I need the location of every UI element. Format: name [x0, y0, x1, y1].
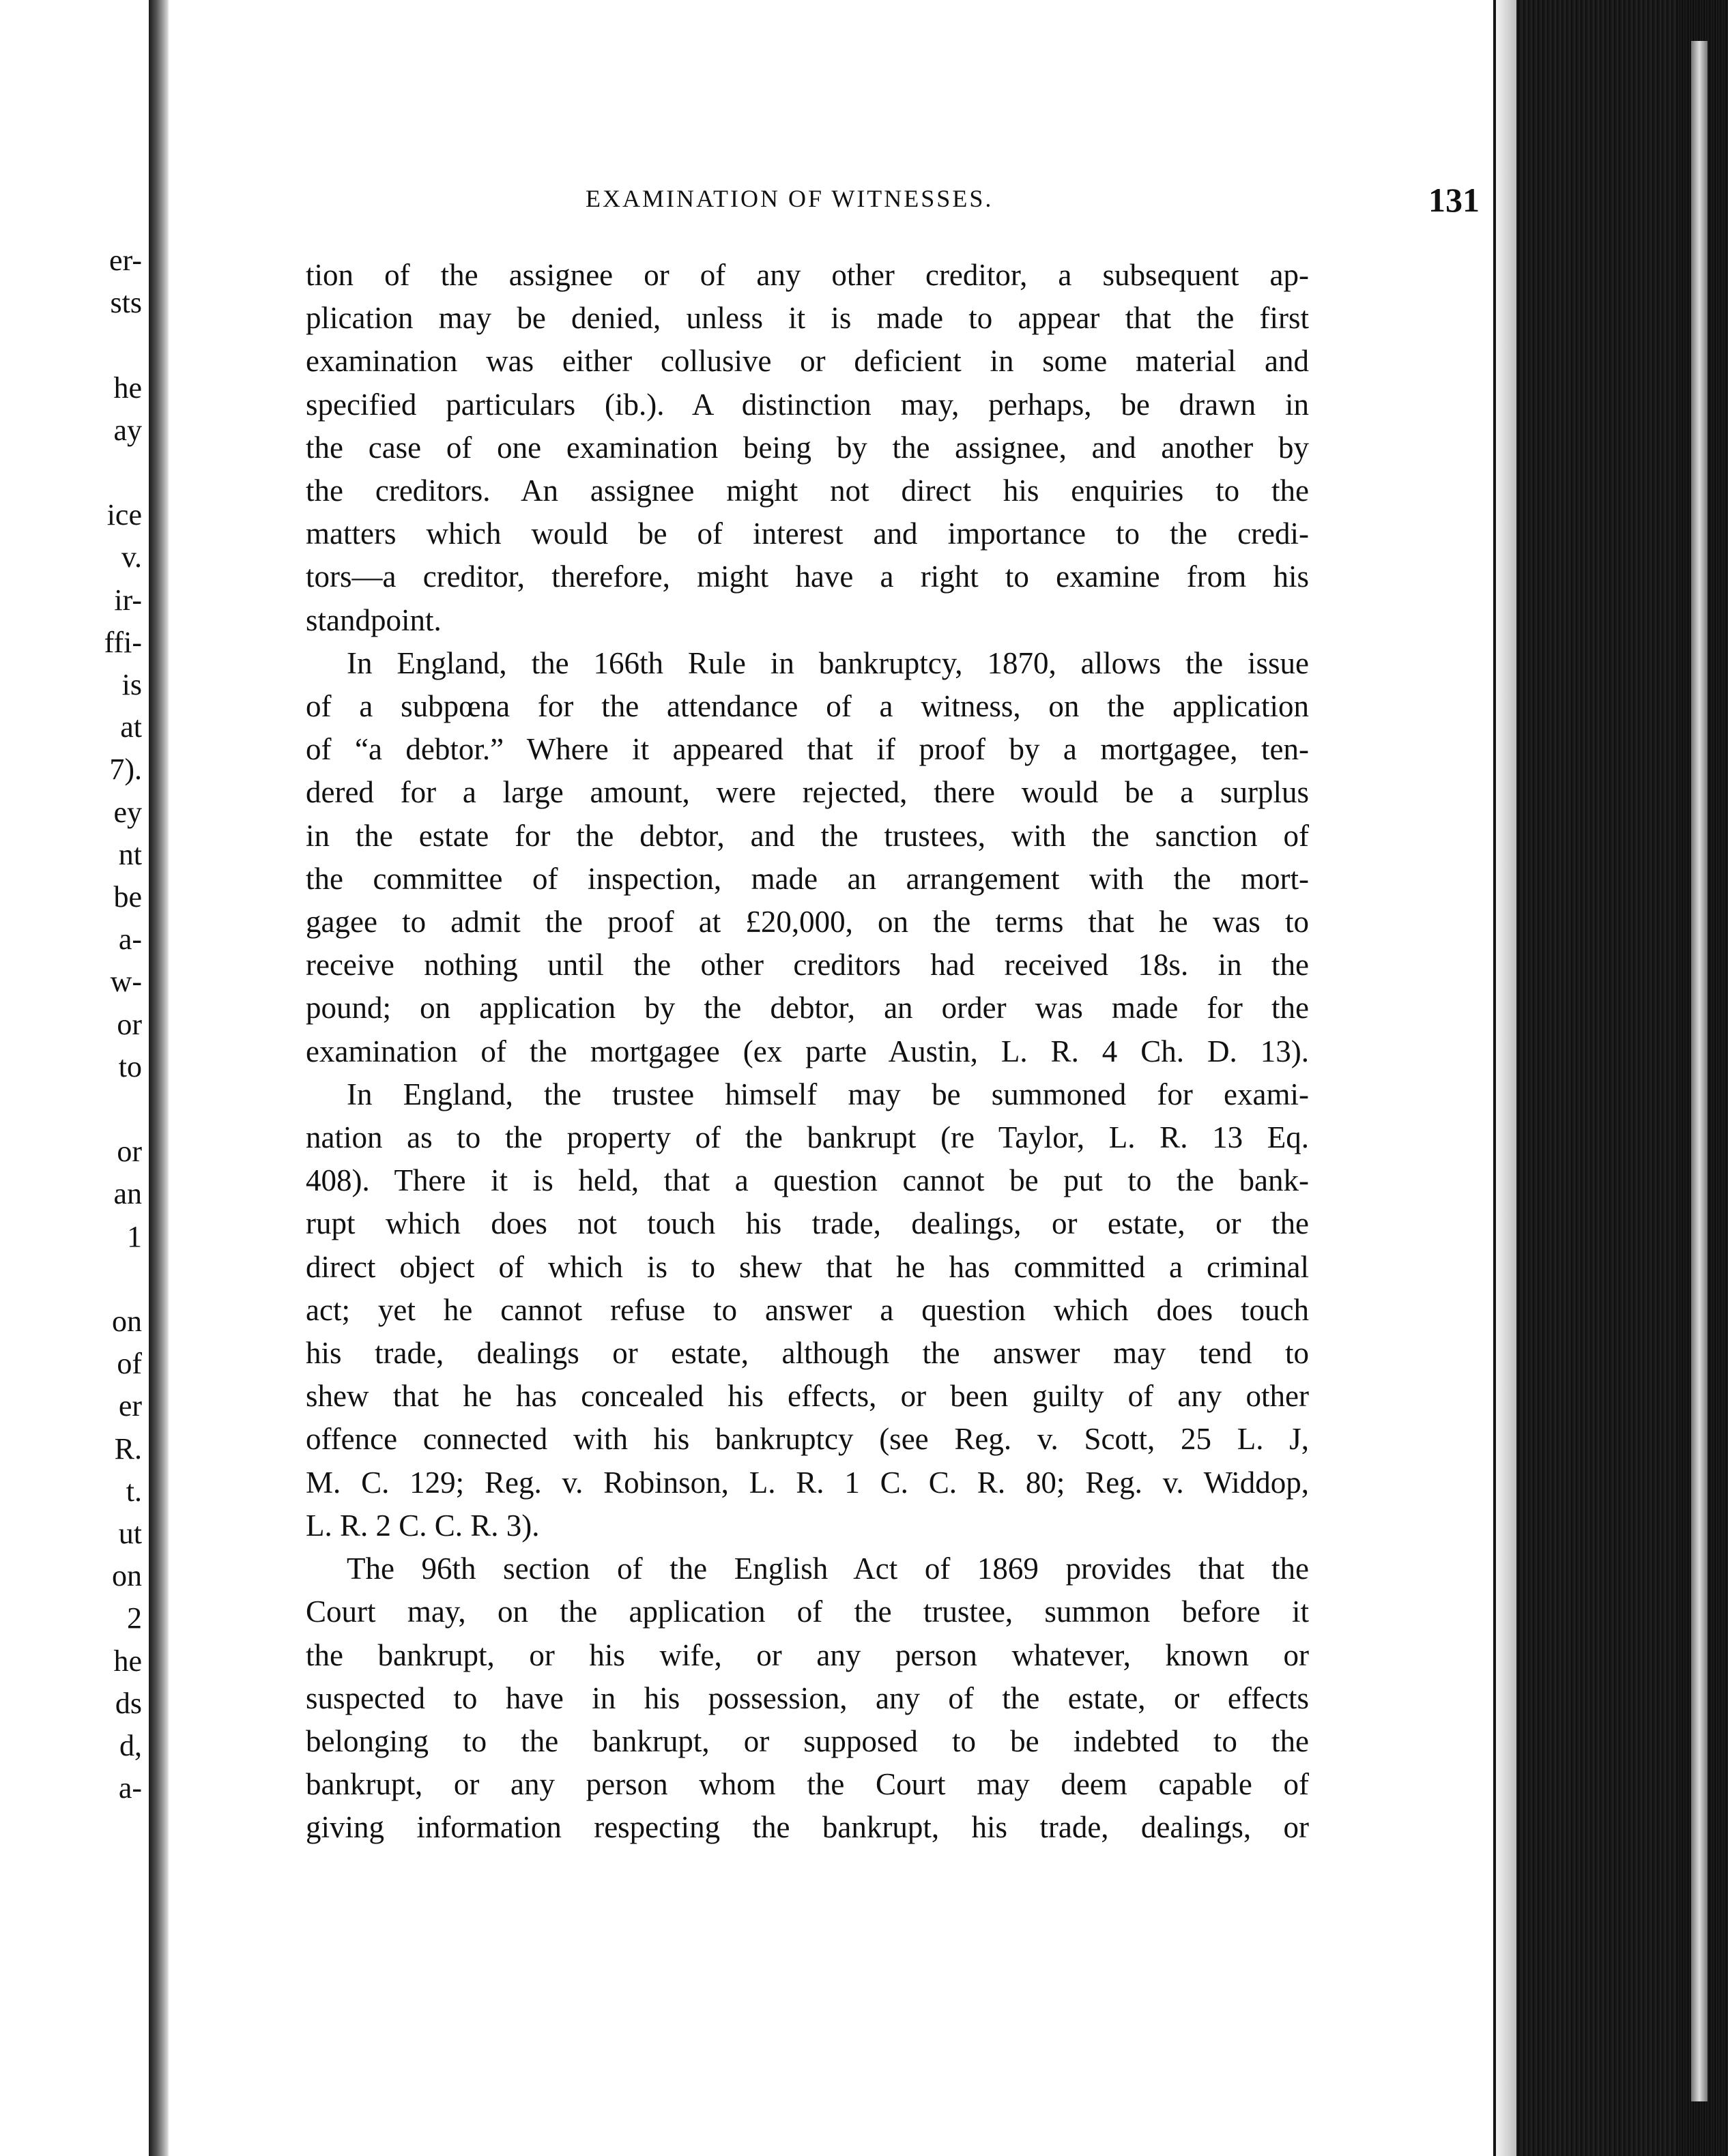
left-page-fragment: ice — [106, 498, 142, 532]
text-line: rupt which does not touch his trade, dealings, or estate, or the — [306, 1206, 1309, 1241]
left-page-fragment: ey — [113, 795, 142, 829]
text-line: shew that he has concealed his effects, or been guilty of any other — [306, 1379, 1309, 1414]
text-line: of “a debtor.” Where it appeared that if proof by a mortgagee, ten- — [306, 732, 1309, 767]
text-line: specified particulars (ib.). A distinction may, perhaps, be drawn in — [306, 387, 1309, 422]
left-page-fragment: is — [121, 668, 142, 701]
left-page-fragment: 2 — [127, 1601, 142, 1635]
text-line: examination of the mortgagee (ex parte Austin, L. R. 4 Ch. D. 13). — [306, 1034, 1309, 1068]
page-edge-strip — [1496, 0, 1516, 2156]
running-head-title: EXAMINATION OF WITNESSES. — [586, 185, 994, 212]
text-line: L. R. 2 C. C. R. 3). — [306, 1508, 540, 1543]
left-facing-page — [0, 7, 152, 2115]
text-line: suspected to have in his possession, any of the estate, or effects — [306, 1680, 1309, 1715]
left-page-fragment: ffi- — [104, 625, 142, 659]
text-line: offence connected with his bankruptcy (see Reg. v. Scott, 25 L. J, — [306, 1422, 1309, 1457]
left-page-fragment: he — [113, 370, 142, 405]
page-number: 131 — [1428, 181, 1480, 219]
left-page-fragment: ut — [118, 1517, 142, 1550]
text-line: the committee of inspection, made an arrangement with the mort- — [306, 861, 1309, 896]
main-page — [169, 0, 1493, 2156]
left-page-fragment: at — [120, 710, 142, 744]
left-page-fragment: ay — [113, 413, 142, 447]
left-page-fragment: a- — [118, 1771, 142, 1805]
body-text — [306, 254, 1309, 1850]
text-line: 408). There it is held, that a question cannot be put to the bank- — [306, 1163, 1309, 1198]
text-line: pound; on application by the debtor, an order was made for the — [306, 991, 1309, 1025]
left-page-fragment: 1 — [127, 1219, 142, 1253]
left-page-fragment: d, — [119, 1729, 142, 1762]
left-page-fragment: er- — [109, 244, 142, 277]
left-page-fragment: ds — [115, 1686, 142, 1720]
cover-edge — [1691, 41, 1708, 2101]
left-page-fragment: an — [113, 1177, 142, 1211]
left-page-fragment: or — [117, 1135, 142, 1169]
text-line: receive nothing until the other creditors had received 18s. in the — [306, 948, 1309, 982]
text-line: his trade, dealings or estate, although the answer may tend to — [306, 1336, 1309, 1371]
text-line: Court may, on the application of the trustee, summon before it — [306, 1594, 1309, 1629]
text-line: In England, the trustee himself may be summoned for exami- — [347, 1077, 1309, 1111]
text-line: gagee to admit the proof at £20,000, on the terms that he was to — [306, 905, 1309, 939]
text-line: dered for a large amount, were rejected, there would be a surplus — [306, 775, 1309, 810]
left-page-fragment: he — [113, 1644, 142, 1678]
text-line: in the estate for the debtor, and the trustees, with the sanction of — [306, 818, 1309, 853]
text-line: bankrupt, or any person whom the Court may deem capable of — [306, 1767, 1309, 1802]
page-stack — [1521, 0, 1677, 2156]
text-line: nation as to the property of the bankrupt (re Taylor, L. R. 13 Eq. — [306, 1120, 1309, 1155]
left-page-fragment: on — [112, 1305, 142, 1338]
text-line: giving information respecting the bankrupt, his trade, dealings, or — [306, 1810, 1309, 1845]
left-page-fragment: on — [112, 1559, 142, 1593]
text-line: standpoint. — [306, 602, 442, 637]
left-page-fragment: nt — [118, 837, 142, 871]
text-line: M. C. 129; Reg. v. Robinson, L. R. 1 C. C. R. 80; Reg. v. Widdop, — [306, 1465, 1309, 1500]
text-line: the case of one examination being by the assignee, and another by — [306, 430, 1309, 465]
book-edge — [1493, 0, 1728, 2156]
left-page-fragment: or — [117, 1007, 142, 1041]
text-line: examination was either collusive or deficient in some material and — [306, 344, 1309, 379]
running-head — [306, 181, 1480, 225]
text-line: plication may be denied, unless it is made to appear that the first — [306, 301, 1309, 336]
text-line: act; yet he cannot refuse to answer a question which does touch — [306, 1292, 1309, 1327]
left-page-fragment: ir- — [114, 583, 142, 617]
text-line: tors—a creditor, therefore, might have a right to examine from his — [306, 559, 1309, 594]
text-line: direct object of which is to shew that he has committed a criminal — [306, 1249, 1309, 1284]
left-page-fragment: w- — [110, 965, 142, 999]
page-gutter — [149, 0, 169, 2156]
text-line: the bankrupt, or his wife, or any person whatever, known or — [306, 1637, 1309, 1672]
left-page-fragment: t. — [126, 1474, 142, 1508]
left-page-fragment: er — [118, 1389, 142, 1423]
text-line: matters which would be of interest and importance to the credi- — [306, 516, 1309, 551]
left-page-fragment: 7). — [109, 753, 142, 787]
left-page-fragment: be — [113, 880, 142, 914]
left-page-fragment: of — [117, 1347, 142, 1381]
text-line: of a subpœna for the attendance of a witness, on the application — [306, 689, 1309, 724]
left-page-fragment: to — [118, 1049, 142, 1083]
left-page-fragment: sts — [110, 286, 142, 320]
left-page-fragment: v. — [121, 540, 142, 574]
text-line: tion of the assignee or of any other creditor, a subsequent ap- — [306, 258, 1309, 292]
left-page-fragment: R. — [114, 1431, 142, 1466]
text-line: The 96th section of the English Act of 1869 provides that the — [347, 1552, 1309, 1586]
text-line: the creditors. An assignee might not direct his enquiries to the — [306, 474, 1309, 508]
left-page-fragment: a- — [118, 922, 142, 957]
text-line: belonging to the bankrupt, or supposed to be indebted to the — [306, 1723, 1309, 1758]
text-line: In England, the 166th Rule in bankruptcy, 1870, allows the issue — [347, 645, 1309, 680]
